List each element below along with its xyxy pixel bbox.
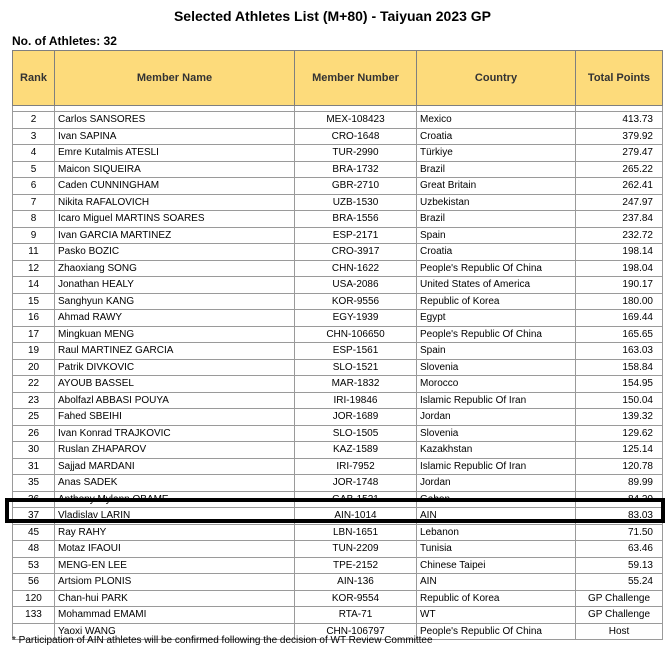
country-cell: Chinese Taipei bbox=[417, 557, 576, 574]
table-row bbox=[13, 376, 663, 393]
rank-cell: 31 bbox=[13, 458, 55, 475]
member-name-cell: Artsiom PLONIS bbox=[55, 574, 295, 591]
rank-cell: 53 bbox=[13, 557, 55, 574]
total-points-cell: 120.78 bbox=[576, 458, 663, 475]
member-name-cell: Nikita RAFALOVICH bbox=[55, 194, 295, 211]
total-points-cell: 247.97 bbox=[576, 194, 663, 211]
member-number-cell: SLO-1521 bbox=[295, 359, 417, 376]
total-points-cell: 169.44 bbox=[576, 310, 663, 327]
rank-cell: 30 bbox=[13, 442, 55, 459]
member-name-cell: Patrik DIVKOVIC bbox=[55, 359, 295, 376]
total-points-cell: 59.13 bbox=[576, 557, 663, 574]
table-row bbox=[13, 211, 663, 228]
member-name-cell: AYOUB BASSEL bbox=[55, 376, 295, 393]
country-cell: Gabon bbox=[417, 491, 576, 508]
member-name-cell: Ivan Konrad TRAJKOVIC bbox=[55, 425, 295, 442]
rank-cell: 133 bbox=[13, 607, 55, 624]
rank-cell: 20 bbox=[13, 359, 55, 376]
country-cell: Croatia bbox=[417, 244, 576, 261]
table-row bbox=[13, 178, 663, 195]
country-cell: People's Republic Of China bbox=[417, 326, 576, 343]
member-number-cell: TUR-2990 bbox=[295, 145, 417, 162]
rank-cell: 4 bbox=[13, 145, 55, 162]
member-number-cell: EGY-1939 bbox=[295, 310, 417, 327]
member-name-cell: Mohammad EMAMI bbox=[55, 607, 295, 624]
document-title: Selected Athletes List (M+80) - Taiyuan 2023 GP bbox=[173, 8, 492, 24]
member-name-cell: Carlos SANSORES bbox=[55, 112, 295, 129]
member-name-cell: Caden CUNNINGHAM bbox=[55, 178, 295, 195]
member-number-cell: MAR-1832 bbox=[295, 376, 417, 393]
total-points-cell: 129.62 bbox=[576, 425, 663, 442]
rank-cell: 14 bbox=[13, 277, 55, 294]
country-cell: Great Britain bbox=[417, 178, 576, 195]
member-name-cell: Anas SADEK bbox=[55, 475, 295, 492]
member-name-cell: Ivan SAPINA bbox=[55, 128, 295, 145]
total-points-cell: 139.32 bbox=[576, 409, 663, 426]
member-name-cell: Motaz IFAOUI bbox=[55, 541, 295, 558]
table-row bbox=[13, 409, 663, 426]
table-row bbox=[13, 607, 663, 624]
member-number-cell: CRO-3917 bbox=[295, 244, 417, 261]
total-points-cell: 198.04 bbox=[576, 260, 663, 277]
table-row bbox=[13, 112, 663, 129]
rank-cell: 45 bbox=[13, 524, 55, 541]
member-number-cell: MEX-108423 bbox=[295, 112, 417, 129]
member-name-cell: Zhaoxiang SONG bbox=[55, 260, 295, 277]
total-points-cell: 237.84 bbox=[576, 211, 663, 228]
member-name-cell: Emre Kutalmis ATESLI bbox=[55, 145, 295, 162]
member-number-cell: KAZ-1589 bbox=[295, 442, 417, 459]
column-header-rank: Rank bbox=[13, 51, 55, 106]
table-row bbox=[13, 392, 663, 409]
table-row bbox=[13, 343, 663, 360]
total-points-cell: 165.65 bbox=[576, 326, 663, 343]
total-points-cell: 379.92 bbox=[576, 128, 663, 145]
member-name-cell: Ruslan ZHAPAROV bbox=[55, 442, 295, 459]
country-cell: Lebanon bbox=[417, 524, 576, 541]
table-row bbox=[13, 524, 663, 541]
country-cell: WT bbox=[417, 607, 576, 624]
column-header-member-name: Member Name bbox=[55, 51, 295, 106]
table-row bbox=[13, 128, 663, 145]
rank-cell: 15 bbox=[13, 293, 55, 310]
member-name-cell: Sanghyun KANG bbox=[55, 293, 295, 310]
country-cell: Uzbekistan bbox=[417, 194, 576, 211]
rank-cell: 26 bbox=[13, 425, 55, 442]
member-name-cell: Chan-hui PARK bbox=[55, 590, 295, 607]
rank-cell: 6 bbox=[13, 178, 55, 195]
column-header-total-points: Total Points bbox=[576, 51, 663, 106]
member-number-cell: UZB-1530 bbox=[295, 194, 417, 211]
table-row bbox=[13, 326, 663, 343]
table-row bbox=[13, 491, 663, 508]
country-cell: People's Republic Of China bbox=[417, 623, 576, 640]
table-body bbox=[13, 106, 663, 640]
rank-cell: 9 bbox=[13, 227, 55, 244]
member-number-cell: BRA-1732 bbox=[295, 161, 417, 178]
country-cell: Spain bbox=[417, 343, 576, 360]
rank-cell: 35 bbox=[13, 475, 55, 492]
member-number-cell: SLO-1505 bbox=[295, 425, 417, 442]
country-cell: People's Republic Of China bbox=[417, 260, 576, 277]
member-number-cell: CHN-1622 bbox=[295, 260, 417, 277]
country-cell: United States of America bbox=[417, 277, 576, 294]
country-cell: AIN bbox=[417, 508, 576, 525]
member-number-cell: LBN-1651 bbox=[295, 524, 417, 541]
footnote: * Participation of AIN athletes will be confirmed following the decision of WT Review Committee bbox=[12, 635, 433, 646]
total-points-cell: GP Challenge bbox=[576, 607, 663, 624]
rank-cell: 2 bbox=[13, 112, 55, 129]
column-header-member-number: Member Number bbox=[295, 51, 417, 106]
table-row bbox=[13, 508, 663, 525]
total-points-cell: 413.73 bbox=[576, 112, 663, 129]
rank-cell: 22 bbox=[13, 376, 55, 393]
table-row bbox=[13, 310, 663, 327]
country-cell: Brazil bbox=[417, 161, 576, 178]
member-name-cell: Fahed SBEIHI bbox=[55, 409, 295, 426]
total-points-cell: 83.03 bbox=[576, 508, 663, 525]
total-points-cell: 158.84 bbox=[576, 359, 663, 376]
column-header-country: Country bbox=[417, 51, 576, 106]
athlete-count: No. of Athletes: 32 bbox=[12, 34, 117, 48]
member-number-cell: RTA-71 bbox=[295, 607, 417, 624]
country-cell: Islamic Republic Of Iran bbox=[417, 458, 576, 475]
member-number-cell: IRI-7952 bbox=[295, 458, 417, 475]
member-number-cell: KOR-9554 bbox=[295, 590, 417, 607]
rank-cell: 12 bbox=[13, 260, 55, 277]
total-points-cell: 163.03 bbox=[576, 343, 663, 360]
member-name-cell: Mingkuan MENG bbox=[55, 326, 295, 343]
country-cell: Mexico bbox=[417, 112, 576, 129]
athletes-table bbox=[12, 50, 663, 640]
table-row bbox=[13, 574, 663, 591]
table-row bbox=[13, 590, 663, 607]
rank-cell: 16 bbox=[13, 310, 55, 327]
member-number-cell: AIN-136 bbox=[295, 574, 417, 591]
country-cell: AIN bbox=[417, 574, 576, 591]
total-points-cell: 180.00 bbox=[576, 293, 663, 310]
total-points-cell: 279.47 bbox=[576, 145, 663, 162]
rank-cell: 19 bbox=[13, 343, 55, 360]
member-number-cell: TUN-2209 bbox=[295, 541, 417, 558]
country-cell: Republic of Korea bbox=[417, 293, 576, 310]
member-number-cell: GBR-2710 bbox=[295, 178, 417, 195]
table-row bbox=[13, 260, 663, 277]
table-row bbox=[13, 293, 663, 310]
member-name-cell: Pasko BOZIC bbox=[55, 244, 295, 261]
country-cell: Slovenia bbox=[417, 359, 576, 376]
total-points-cell: 55.24 bbox=[576, 574, 663, 591]
member-name-cell: Ray RAHY bbox=[55, 524, 295, 541]
country-cell: Egypt bbox=[417, 310, 576, 327]
country-cell: Islamic Republic Of Iran bbox=[417, 392, 576, 409]
table-row bbox=[13, 227, 663, 244]
country-cell: Republic of Korea bbox=[417, 590, 576, 607]
member-number-cell: JOR-1689 bbox=[295, 409, 417, 426]
member-name-cell: Ivan GARCIA MARTINEZ bbox=[55, 227, 295, 244]
table-row bbox=[13, 244, 663, 261]
country-cell: Jordan bbox=[417, 409, 576, 426]
member-number-cell: IRI-19846 bbox=[295, 392, 417, 409]
member-number-cell: AIN-1014 bbox=[295, 508, 417, 525]
country-cell: Türkiye bbox=[417, 145, 576, 162]
rank-cell: 17 bbox=[13, 326, 55, 343]
member-name-cell: Abolfazl ABBASI POUYA bbox=[55, 392, 295, 409]
country-cell: Brazil bbox=[417, 211, 576, 228]
member-number-cell: ESP-1561 bbox=[295, 343, 417, 360]
table-row bbox=[13, 541, 663, 558]
rank-cell: 8 bbox=[13, 211, 55, 228]
rank-cell: 25 bbox=[13, 409, 55, 426]
total-points-cell: 150.04 bbox=[576, 392, 663, 409]
rank-cell: 7 bbox=[13, 194, 55, 211]
table-row bbox=[13, 194, 663, 211]
member-name-cell: Raul MARTINEZ GARCIA bbox=[55, 343, 295, 360]
member-name-cell: Anthony Mylann OBAME bbox=[55, 491, 295, 508]
rank-cell: 36 bbox=[13, 491, 55, 508]
rank-cell: 120 bbox=[13, 590, 55, 607]
member-number-cell: CHN-106797 bbox=[295, 623, 417, 640]
table-row bbox=[13, 557, 663, 574]
member-name-cell: Vladislav LARIN bbox=[55, 508, 295, 525]
country-cell: Croatia bbox=[417, 128, 576, 145]
table-row bbox=[13, 425, 663, 442]
member-name-cell: Maicon SIQUEIRA bbox=[55, 161, 295, 178]
member-number-cell: ESP-2171 bbox=[295, 227, 417, 244]
total-points-cell: 125.14 bbox=[576, 442, 663, 459]
member-number-cell: KOR-9556 bbox=[295, 293, 417, 310]
table-row bbox=[13, 359, 663, 376]
total-points-cell: 154.95 bbox=[576, 376, 663, 393]
member-name-cell: Sajjad MARDANI bbox=[55, 458, 295, 475]
member-number-cell: GAB-1521 bbox=[295, 491, 417, 508]
total-points-cell: 84.20 bbox=[576, 491, 663, 508]
rank-cell: 48 bbox=[13, 541, 55, 558]
country-cell: Spain bbox=[417, 227, 576, 244]
member-number-cell: USA-2086 bbox=[295, 277, 417, 294]
rank-cell: 23 bbox=[13, 392, 55, 409]
rank-cell: 5 bbox=[13, 161, 55, 178]
total-points-cell: 89.99 bbox=[576, 475, 663, 492]
table-header-row bbox=[13, 51, 663, 106]
country-cell: Jordan bbox=[417, 475, 576, 492]
table-row bbox=[13, 277, 663, 294]
rank-cell: 56 bbox=[13, 574, 55, 591]
total-points-cell: GP Challenge bbox=[576, 590, 663, 607]
member-number-cell: CRO-1648 bbox=[295, 128, 417, 145]
country-cell: Morocco bbox=[417, 376, 576, 393]
total-points-cell: 198.14 bbox=[576, 244, 663, 261]
table-row bbox=[13, 145, 663, 162]
total-points-cell: 63.46 bbox=[576, 541, 663, 558]
rank-cell: 37 bbox=[13, 508, 55, 525]
total-points-cell: 265.22 bbox=[576, 161, 663, 178]
member-name-cell: Icaro Miguel MARTINS SOARES bbox=[55, 211, 295, 228]
country-cell: Tunisia bbox=[417, 541, 576, 558]
table-row bbox=[13, 475, 663, 492]
table-row bbox=[13, 458, 663, 475]
member-name-cell: Yaoxi WANG bbox=[55, 623, 295, 640]
table-row bbox=[13, 161, 663, 178]
table-row bbox=[13, 442, 663, 459]
country-cell: Kazakhstan bbox=[417, 442, 576, 459]
member-number-cell: JOR-1748 bbox=[295, 475, 417, 492]
member-name-cell: Ahmad RAWY bbox=[55, 310, 295, 327]
rank-cell: 11 bbox=[13, 244, 55, 261]
total-points-cell: 262.41 bbox=[576, 178, 663, 195]
total-points-cell: 71.50 bbox=[576, 524, 663, 541]
member-number-cell: TPE-2152 bbox=[295, 557, 417, 574]
total-points-cell: Host bbox=[576, 623, 663, 640]
member-number-cell: BRA-1556 bbox=[295, 211, 417, 228]
total-points-cell: 190.17 bbox=[576, 277, 663, 294]
country-cell: Slovenia bbox=[417, 425, 576, 442]
rank-cell: 3 bbox=[13, 128, 55, 145]
member-name-cell: MENG-EN LEE bbox=[55, 557, 295, 574]
member-name-cell: Jonathan HEALY bbox=[55, 277, 295, 294]
total-points-cell: 232.72 bbox=[576, 227, 663, 244]
member-number-cell: CHN-106650 bbox=[295, 326, 417, 343]
